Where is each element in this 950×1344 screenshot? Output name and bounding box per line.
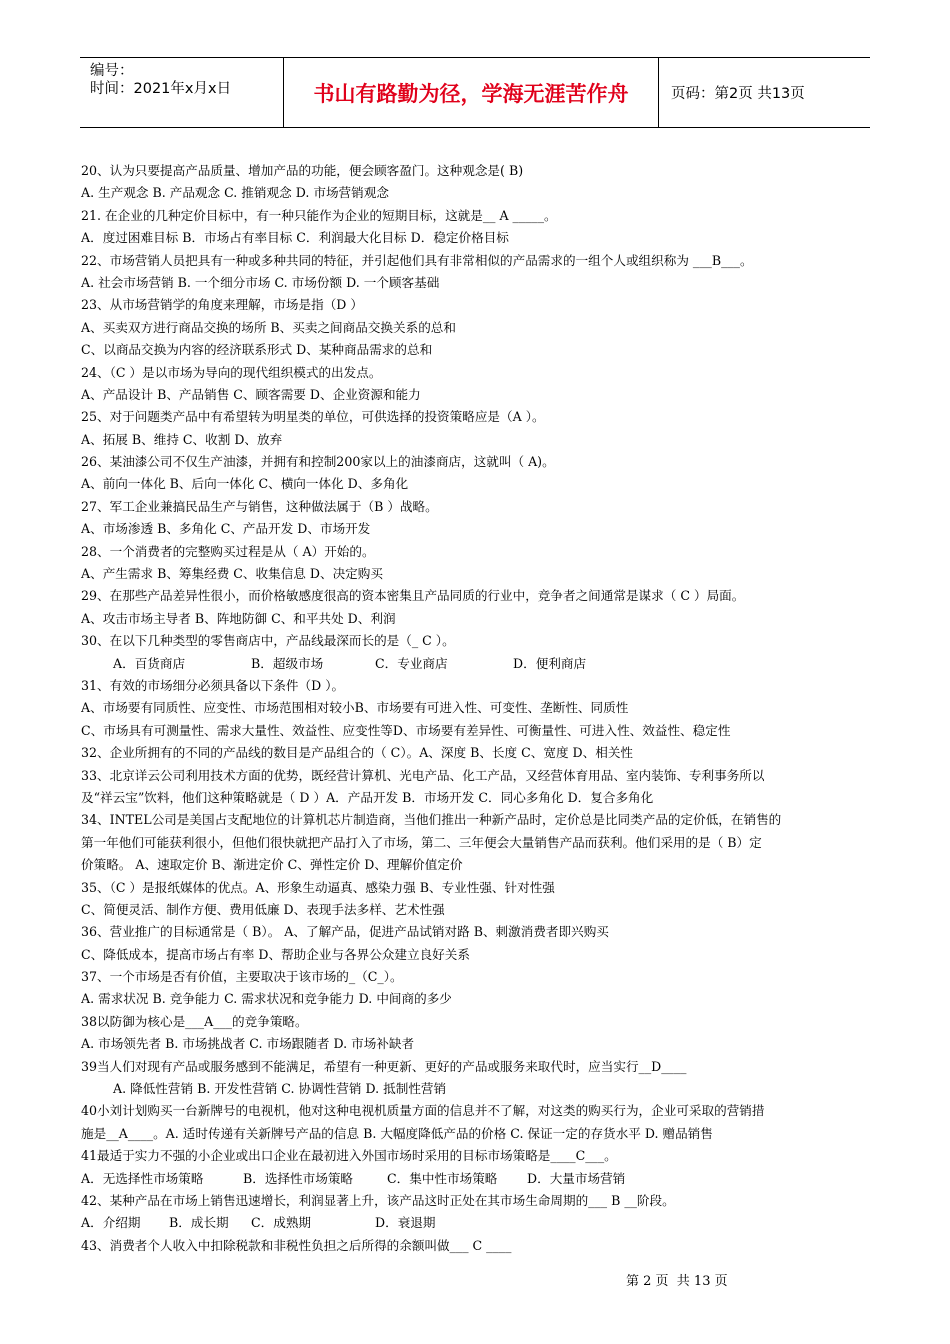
option-d: D．大量市场营销 <box>527 1170 626 1186</box>
option-b: B．超级市场 <box>251 655 324 671</box>
text-line: C、以商品交换为内容的经济联系形式 D、某种商品需求的总和 <box>81 342 433 358</box>
text-line: A．度过困难目标 B．市场占有率目标 C．利润最大化目标 D．稳定价格目标 <box>81 230 509 246</box>
page-footer: 第 2 页 共 13 页 <box>626 1274 728 1289</box>
text-line: 36、营业推广的目标通常是（ B）。 A、了解产品，促进产品试销对路 B、刺激消费者即兴购买 <box>81 924 609 940</box>
text-line: A、市场要有同质性、应变性、市场范围相对较小B、市场要有可进入性、可变性、垄断性、同质性 <box>81 700 629 716</box>
text-line: 23、从市场营销学的角度来理解，市场是指（D ） <box>81 297 364 313</box>
text-line: 29、在那些产品差异性很小，而价格敏感度很高的资本密集且产品同质的行业中，竞争者之间通常是谋求（ C ）局面。 <box>81 588 745 604</box>
document-time-label: 时间：2021年x月x日 <box>90 81 232 97</box>
text-line: 38以防御为核心是___A___的竞争策略。 <box>81 1013 308 1029</box>
option-b: B．成长期 <box>169 1215 229 1231</box>
document-number-label: 编号： <box>90 63 134 79</box>
text-line: C、简便灵活、制作方便、费用低廉 D、表现手法多样、艺术性强 <box>81 901 445 917</box>
text-line: A. 需求状况 B. 竞争能力 C. 需求状况和竞争能力 D. 中间商的多少 <box>81 991 452 1007</box>
text-line: 41最适于实力不强的小企业或出口企业在最初进入外国市场时采用的目标市场策略是____C___。 <box>81 1148 617 1164</box>
text-line: 39当人们对现有产品或服务感到不能满足，希望有一种更新、更好的产品或服务来取代时，应当实行__D____ <box>81 1058 687 1074</box>
text-line: 20、认为只要提高产品质量、增加产品的功能，便会顾客盈门。这种观念是( B) <box>81 163 524 178</box>
text-line: 31、有效的市场细分必须具备以下条件（D ）。 <box>81 677 345 693</box>
text-line: 及“祥云宝”饮料，他们这种策略就是（ D ）A．产品开发 B．市场开发 C．同心多角化 D．复合多角化 <box>81 789 654 805</box>
text-line: A、买卖双方进行商品交换的场所 B、买卖之间商品交换关系的总和 <box>81 319 456 335</box>
text-line: A. 社会市场营销 B. 一个细分市场 C. 市场份额 D. 一个顾客基础 <box>81 274 440 290</box>
option-a: A．介绍期 <box>81 1215 141 1231</box>
text-line: A. 市场领先者 B. 市场挑战者 C. 市场跟随者 D. 市场补缺者 <box>81 1036 415 1052</box>
text-line: A、拓展 B、维持 C、收割 D、放弃 <box>81 431 283 447</box>
option-a: A．无选择性市场策略 <box>81 1170 204 1186</box>
text-line: 24、（C ）是以市场为导向的现代组织模式的出发点。 <box>81 364 382 380</box>
q30-options <box>81 653 871 675</box>
text-line: 施是__A____。A. 适时传递有关新牌号产品的信息 B. 大幅度降低产品的价格 C. 保证一定的存货水平 D. 赠品销售 <box>81 1125 713 1141</box>
option-d: D．衰退期 <box>375 1215 436 1231</box>
text-line: 37、一个市场是否有价值，主要取决于该市场的_（C_）。 <box>81 969 403 985</box>
text-line: 27、军工企业兼搞民品生产与销售，这种做法属于（B ）战略。 <box>81 498 438 514</box>
header-motto: 书山有路勤为径，学海无涯苦作舟 <box>284 58 659 127</box>
page-header <box>80 57 870 128</box>
text-line: A、市场渗透 B、多角化 C、产品开发 D、市场开发 <box>81 521 371 537</box>
text-line: 34、INTEL公司是美国占支配地位的计算机芯片制造商，当他们推出一种新产品时，定价总是比同类产品的定价低，在销售的 <box>81 812 782 828</box>
text-line: C、市场具有可测量性、需求大量性、效益性、应变性等D、市场要有差异性、可衡量性、可进入性、效益性、稳定性 <box>81 722 731 738</box>
text-line: 25、对于问题类产品中有希望转为明星类的单位，可供选择的投资策略应是（A ）。 <box>81 409 545 425</box>
text-line: 价策略。 A、速取定价 B、渐进定价 C、弹性定价 D、理解价值定价 <box>81 857 463 873</box>
text-line: 35、（C ）是报纸媒体的优点。A、形象生动逼真、感染力强 B、专业性强、针对性强 <box>81 879 555 895</box>
q41-options <box>81 1168 871 1190</box>
option-b: B．选择性市场策略 <box>243 1170 354 1186</box>
text-line: 40小刘计划购买一台新牌号的电视机，他对这种电视机质量方面的信息并不了解，对这类的购买行为，企业可采取的营销措 <box>81 1103 765 1119</box>
text-line: 28、一个消费者的完整购买过程是从（ A）开始的。 <box>81 543 375 559</box>
q42-options <box>81 1212 871 1234</box>
header-meta <box>80 58 284 127</box>
option-d: D．便利商店 <box>513 655 587 671</box>
option-c: C．成熟期 <box>251 1215 312 1231</box>
text-line: 第一年他们可能获利很小，但他们很快就把产品打入了市场，第二、三年便会大量销售产品而获利。他们采用的是（ B）定 <box>81 834 762 850</box>
text-line: A、攻击市场主导者 B、阵地防御 C、和平共处 D、利润 <box>81 610 396 626</box>
text-line: 30、在以下几种类型的零售商店中，产品线最深而长的是（_ C ）。 <box>81 633 455 649</box>
option-c: C．专业商店 <box>375 655 448 671</box>
text-line: 21. 在企业的几种定价目标中，有一种只能作为企业的短期目标，这就是__ A _____。 <box>81 207 557 223</box>
text-line: A. 降低性营销 B. 开发性营销 C. 协调性营销 D. 抵制性营销 <box>113 1081 447 1097</box>
text-line: 32、企业所拥有的不同的产品线的数目是产品组合的（ C）。A、深度 B、长度 C、宽度 D、相关性 <box>81 745 634 761</box>
option-a: A．百货商店 <box>113 655 186 671</box>
text-line: 42、某种产品在市场上销售迅速增长，利润显著上升，该产品这时正处在其市场生命周期的___ B __阶段。 <box>81 1192 675 1208</box>
text-line: A、前向一体化 B、后向一体化 C、横向一体化 D、多角化 <box>81 476 409 492</box>
text-line: 43、消费者个人收入中扣除税款和非税性负担之后所得的余额叫做___ C ____ <box>81 1237 512 1253</box>
text-line: 22、市场营销人员把具有一种或多种共同的特征，并引起他们具有非常相似的产品需求的一组个人或组织称为 ___B___。 <box>81 252 753 268</box>
text-line: 26、某油漆公司不仅生产油漆，并拥有和控制200家以上的油漆商店，这就叫（ A)。 <box>81 454 555 470</box>
text-line: A、产生需求 B、筹集经费 C、收集信息 D、决定购买 <box>81 566 383 582</box>
option-c: C．集中性市场策略 <box>387 1170 498 1186</box>
document-body <box>81 160 871 1257</box>
text-line: A、产品设计 B、产品销售 C、顾客需要 D、企业资源和能力 <box>81 386 421 402</box>
text-line: C、降低成本，提高市场占有率 D、帮助企业与各界公众建立良好关系 <box>81 946 470 962</box>
text-line: 33、北京详云公司利用技术方面的优势，既经营计算机、光电产品、化工产品，又经营体育用品、室内装饰、专利事务所以 <box>81 767 765 783</box>
header-page-info: 页码：第2页 共13页 <box>671 86 805 102</box>
text-line: A. 生产观念 B. 产品观念 C. 推销观念 D. 市场营销观念 <box>81 185 389 201</box>
